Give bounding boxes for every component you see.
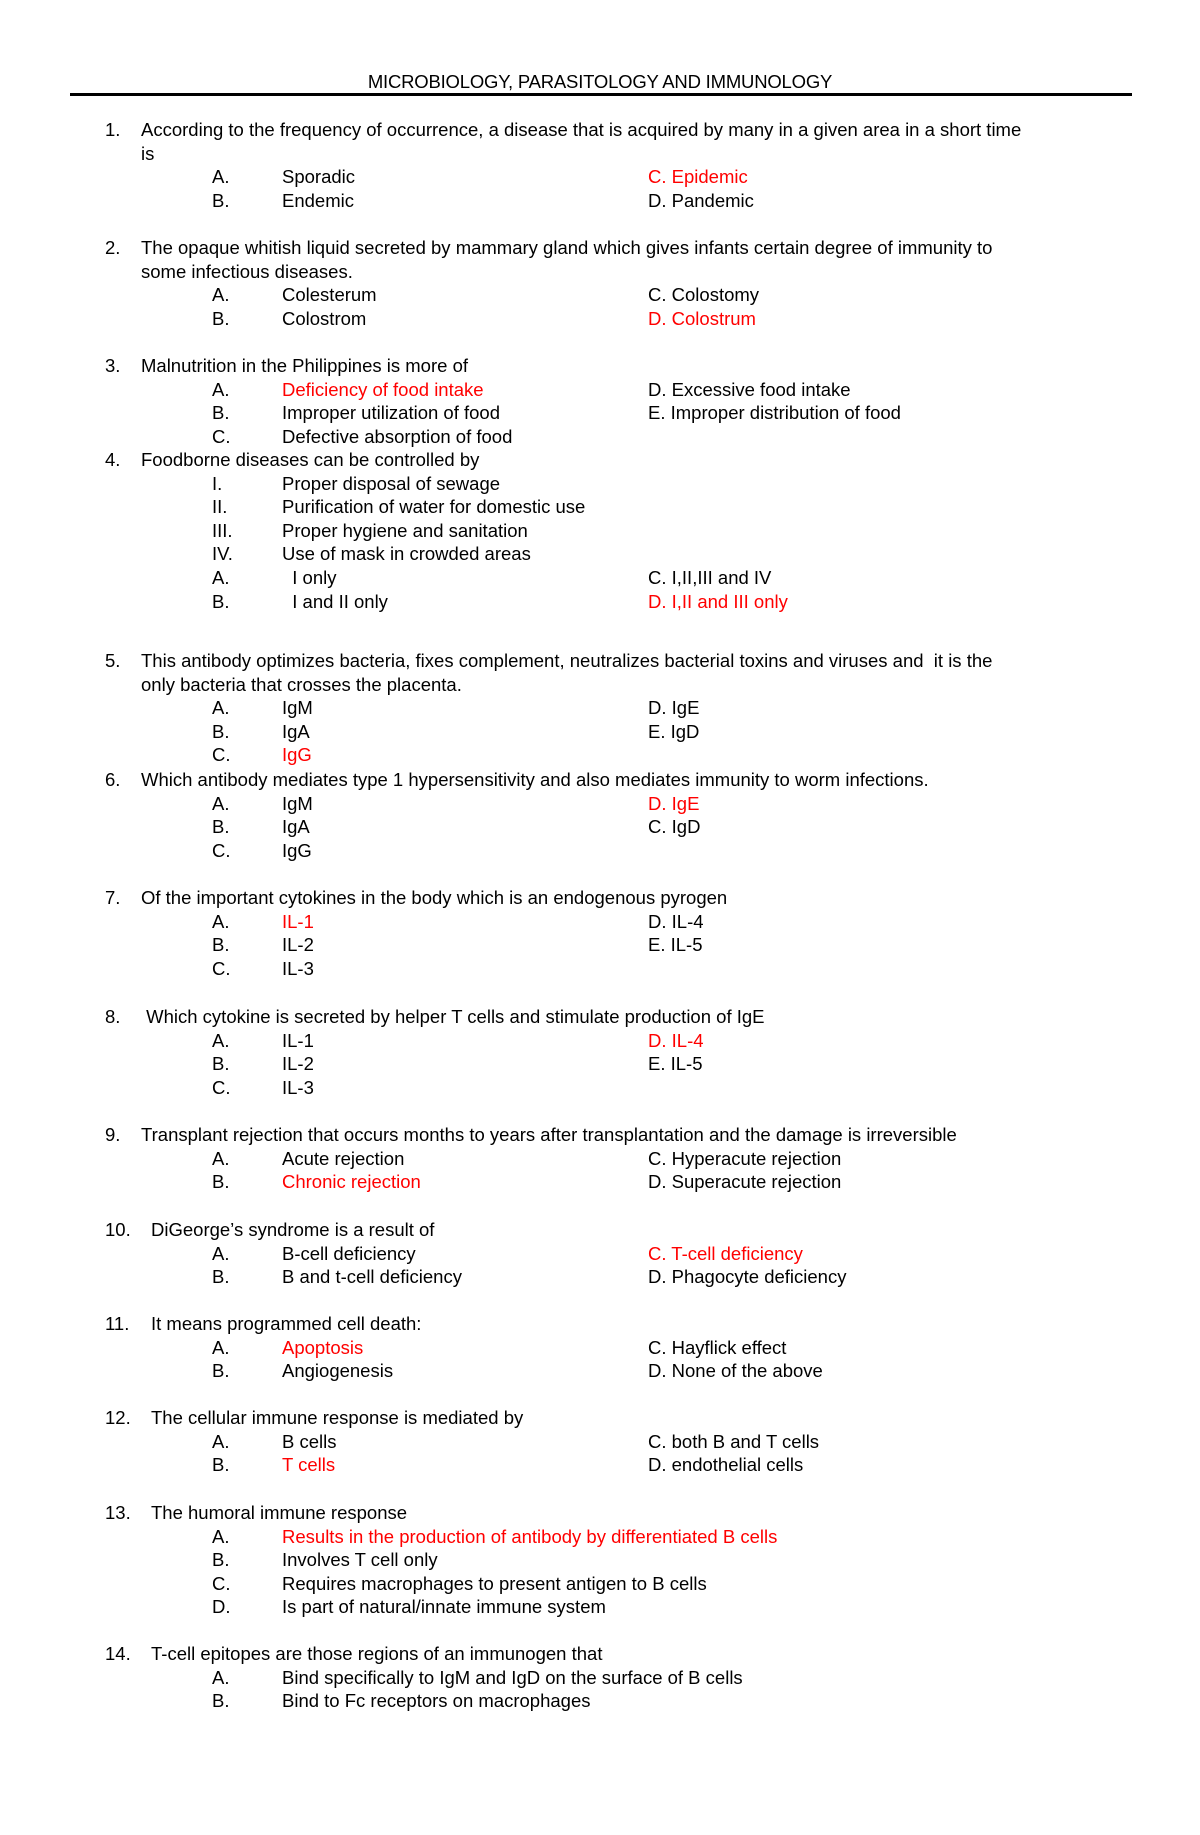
- question-text: Which cytokine is secreted by helper T cells and stimulate production of IgE: [141, 1006, 765, 1027]
- question-number: 1.: [105, 119, 121, 140]
- option-text: I only: [282, 566, 337, 588]
- option-text: Bind specifically to IgM and IgD on the surface of B cells: [282, 1666, 743, 1688]
- option-text: D. IgE: [648, 697, 700, 719]
- option-letter: A.: [212, 566, 230, 588]
- option-text: E. IL-5: [648, 934, 703, 956]
- answer-option: Results in the production of antibody by differentiated B cells: [282, 1525, 778, 1547]
- option-text: Proper hygiene and sanitation: [282, 519, 528, 541]
- question-number: 7.: [105, 887, 121, 908]
- option-text: IgA: [282, 816, 310, 838]
- answer-option: C. Epidemic: [648, 166, 748, 188]
- question-text: Malnutrition in the Philippines is more of: [141, 355, 468, 376]
- option-letter: B.: [212, 1690, 230, 1712]
- option-row: [0, 1265, 1200, 1289]
- option-row: [0, 519, 1200, 543]
- option-row: [0, 590, 1200, 614]
- option-text: E. IL-5: [648, 1053, 703, 1075]
- option-text: IgA: [282, 720, 310, 742]
- answer-option: Apoptosis: [282, 1336, 364, 1358]
- question-number: 13.: [105, 1502, 131, 1523]
- option-letter: B.: [212, 1266, 230, 1288]
- option-row: [0, 1052, 1200, 1076]
- option-text: Bind to Fc receptors on macrophages: [282, 1690, 591, 1712]
- option-row: [0, 1595, 1200, 1619]
- question-stem: [0, 1123, 1200, 1147]
- option-letter: B.: [212, 590, 230, 612]
- option-letter: B.: [212, 1171, 230, 1193]
- option-text: D. None of the above: [648, 1360, 823, 1382]
- option-text: Endemic: [282, 189, 354, 211]
- option-row: [0, 1453, 1200, 1477]
- option-row: [0, 957, 1200, 981]
- option-text: D. endothelial cells: [648, 1454, 804, 1476]
- option-row: [0, 1170, 1200, 1194]
- question-text: only bacteria that crosses the placenta.: [141, 673, 462, 695]
- option-text: Proper disposal of sewage: [282, 472, 501, 494]
- question-stem: [0, 649, 1200, 696]
- option-letter: C.: [212, 839, 231, 861]
- option-letter: C.: [212, 1572, 231, 1594]
- question-9: [0, 1123, 1200, 1194]
- option-row: [0, 696, 1200, 720]
- option-text: D. Excessive food intake: [648, 378, 851, 400]
- option-letter: B.: [212, 934, 230, 956]
- question-stem: [0, 886, 1200, 910]
- question-text: According to the frequency of occurrence, a disease that is acquired by many in a given area in a short time: [141, 119, 1022, 140]
- option-text: IL-3: [282, 1076, 314, 1098]
- option-row: [0, 1336, 1200, 1360]
- question-number: 3.: [105, 355, 121, 376]
- option-row: [0, 839, 1200, 863]
- option-letter: B.: [212, 1360, 230, 1382]
- option-row: [0, 1359, 1200, 1383]
- option-row: [0, 1572, 1200, 1596]
- option-text: Colesterum: [282, 284, 377, 306]
- option-text: D. Superacute rejection: [648, 1171, 842, 1193]
- option-text: E. IgD: [648, 720, 700, 742]
- answer-option: C. T-cell deficiency: [648, 1242, 803, 1264]
- question-stem: [0, 1005, 1200, 1029]
- option-text: Is part of natural/innate immune system: [282, 1596, 606, 1618]
- option-letter: I.: [212, 472, 223, 494]
- question-stem: [0, 354, 1200, 378]
- option-letter: A.: [212, 1666, 230, 1688]
- question-text: The opaque whitish liquid secreted by mammary gland which gives infants certain degree of immunity to: [141, 237, 993, 258]
- option-text: C. IgD: [648, 816, 701, 838]
- question-number: 4.: [105, 449, 121, 470]
- option-letter: A.: [212, 910, 230, 932]
- option-text: IL-2: [282, 1053, 314, 1075]
- question-5: [0, 649, 1200, 767]
- option-text: Defective absorption of food: [282, 425, 513, 447]
- option-row: [0, 1147, 1200, 1171]
- option-letter: B.: [212, 1053, 230, 1075]
- option-row: [0, 542, 1200, 566]
- option-row: [0, 1242, 1200, 1266]
- option-letter: IV.: [212, 543, 233, 565]
- option-row: [0, 378, 1200, 402]
- question-text: some infectious diseases.: [141, 260, 353, 282]
- question-stem: [0, 1218, 1200, 1242]
- option-text: B and t-cell deficiency: [282, 1266, 462, 1288]
- option-text: Colostrom: [282, 307, 367, 329]
- option-text: IL-1: [282, 1029, 314, 1051]
- option-text: Sporadic: [282, 166, 356, 188]
- question-text: is: [141, 142, 155, 164]
- question-stem: [0, 448, 1200, 472]
- option-text: IgM: [282, 792, 313, 814]
- option-letter: C.: [212, 957, 231, 979]
- option-letter: A.: [212, 166, 230, 188]
- option-row: [0, 720, 1200, 744]
- option-row: [0, 815, 1200, 839]
- title-rule: [70, 93, 1132, 96]
- option-letter: C.: [212, 744, 231, 766]
- option-text: IL-2: [282, 934, 314, 956]
- question-number: 10.: [105, 1219, 131, 1240]
- question-3: [0, 354, 1200, 448]
- option-text: Acute rejection: [282, 1147, 405, 1169]
- question-stem: [0, 118, 1200, 165]
- question-1: [0, 118, 1200, 212]
- option-text: IgG: [282, 839, 312, 861]
- option-letter: C.: [212, 1076, 231, 1098]
- option-text: C. both B and T cells: [648, 1430, 820, 1452]
- option-text: Involves T cell only: [282, 1549, 438, 1571]
- question-12: [0, 1406, 1200, 1477]
- question-4: [0, 448, 1200, 613]
- question-text: DiGeorge’s syndrome is a result of: [151, 1219, 435, 1240]
- option-text: I and II only: [282, 590, 388, 612]
- option-letter: C.: [212, 425, 231, 447]
- option-text: B cells: [282, 1430, 337, 1452]
- option-letter: B.: [212, 189, 230, 211]
- question-stem: [0, 1501, 1200, 1525]
- question-8: [0, 1005, 1200, 1099]
- question-14: [0, 1642, 1200, 1713]
- answer-option: D. Colostrum: [648, 307, 756, 329]
- option-text: C. Colostomy: [648, 284, 760, 306]
- question-stem: [0, 1406, 1200, 1430]
- question-number: 6.: [105, 769, 121, 790]
- question-text: This antibody optimizes bacteria, fixes complement, neutralizes bacterial toxins and viruses and it is the: [141, 650, 993, 671]
- option-row: [0, 1076, 1200, 1100]
- answer-option: IL-1: [282, 910, 314, 932]
- question-number: 8.: [105, 1006, 121, 1027]
- option-text: D. Phagocyte deficiency: [648, 1266, 847, 1288]
- answer-option: D. IgE: [648, 792, 700, 814]
- option-row: [0, 933, 1200, 957]
- question-10: [0, 1218, 1200, 1289]
- answer-option: Deficiency of food intake: [282, 378, 484, 400]
- option-text: B-cell deficiency: [282, 1242, 416, 1264]
- question-number: 9.: [105, 1124, 121, 1145]
- option-text: C. Hayflick effect: [648, 1336, 787, 1358]
- option-row: [0, 743, 1200, 767]
- option-row: [0, 1525, 1200, 1549]
- question-stem: [0, 1312, 1200, 1336]
- option-text: Purification of water for domestic use: [282, 496, 586, 518]
- option-row: [0, 283, 1200, 307]
- option-text: Use of mask in crowded areas: [282, 543, 531, 565]
- option-letter: II.: [212, 496, 228, 518]
- option-letter: A.: [212, 378, 230, 400]
- option-row: [0, 307, 1200, 331]
- question-2: [0, 236, 1200, 330]
- question-stem: [0, 768, 1200, 792]
- option-letter: B.: [212, 720, 230, 742]
- option-row: [0, 1666, 1200, 1690]
- question-stem: [0, 236, 1200, 283]
- answer-option: D. I,II and III only: [648, 590, 788, 612]
- option-text: D. IL-4: [648, 910, 704, 932]
- question-6: [0, 768, 1200, 862]
- option-text: IgM: [282, 697, 313, 719]
- question-text: It means programmed cell death:: [151, 1313, 422, 1334]
- option-row: [0, 1548, 1200, 1572]
- answer-option: T cells: [282, 1454, 336, 1476]
- question-text: Of the important cytokines in the body which is an endogenous pyrogen: [141, 887, 728, 908]
- question-stem: [0, 1642, 1200, 1666]
- option-row: [0, 472, 1200, 496]
- option-letter: B.: [212, 816, 230, 838]
- option-letter: A.: [212, 1336, 230, 1358]
- option-row: [0, 1689, 1200, 1713]
- option-text: C. I,II,III and IV: [648, 566, 772, 588]
- question-number: 5.: [105, 650, 121, 671]
- option-row: [0, 1430, 1200, 1454]
- option-row: [0, 566, 1200, 590]
- option-row: [0, 165, 1200, 189]
- option-letter: B.: [212, 307, 230, 329]
- question-13: [0, 1501, 1200, 1619]
- question-number: 14.: [105, 1643, 131, 1664]
- option-text: D. Pandemic: [648, 189, 754, 211]
- option-row: [0, 189, 1200, 213]
- question-text: Foodborne diseases can be controlled by: [141, 449, 480, 470]
- answer-option: Chronic rejection: [282, 1171, 421, 1193]
- option-row: [0, 910, 1200, 934]
- option-text: Improper utilization of food: [282, 402, 501, 424]
- option-letter: III.: [212, 519, 233, 541]
- option-row: [0, 1029, 1200, 1053]
- option-letter: A.: [212, 1525, 230, 1547]
- question-text: T-cell epitopes are those regions of an immunogen that: [151, 1643, 603, 1664]
- option-letter: A.: [212, 1029, 230, 1051]
- question-text: Which antibody mediates type 1 hypersensitivity and also mediates immunity to worm infections.: [141, 769, 929, 790]
- option-letter: A.: [212, 1430, 230, 1452]
- question-text: Transplant rejection that occurs months to years after transplantation and the damage is irreversible: [141, 1124, 957, 1145]
- option-text: Requires macrophages to present antigen to B cells: [282, 1572, 707, 1594]
- option-letter: B.: [212, 1454, 230, 1476]
- page-title: MICROBIOLOGY, PARASITOLOGY AND IMMUNOLOGY: [367, 71, 833, 92]
- option-row: [0, 401, 1200, 425]
- option-row: [0, 495, 1200, 519]
- answer-option: D. IL-4: [648, 1029, 704, 1051]
- option-text: E. Improper distribution of food: [648, 402, 901, 424]
- question-11: [0, 1312, 1200, 1383]
- option-letter: A.: [212, 1147, 230, 1169]
- option-letter: B.: [212, 402, 230, 424]
- option-letter: B.: [212, 1549, 230, 1571]
- question-number: 11.: [105, 1313, 130, 1334]
- question-number: 2.: [105, 237, 121, 258]
- answer-option: IgG: [282, 744, 312, 766]
- option-letter: A.: [212, 284, 230, 306]
- option-letter: A.: [212, 1242, 230, 1264]
- question-7: [0, 886, 1200, 980]
- option-letter: A.: [212, 697, 230, 719]
- option-text: C. Hyperacute rejection: [648, 1147, 842, 1169]
- option-row: [0, 425, 1200, 449]
- question-number: 12.: [105, 1407, 131, 1428]
- question-text: The cellular immune response is mediated by: [151, 1407, 524, 1428]
- option-text: IL-3: [282, 957, 314, 979]
- option-letter: A.: [212, 792, 230, 814]
- option-letter: D.: [212, 1596, 231, 1618]
- option-text: Angiogenesis: [282, 1360, 394, 1382]
- option-row: [0, 792, 1200, 816]
- question-text: The humoral immune response: [151, 1502, 408, 1523]
